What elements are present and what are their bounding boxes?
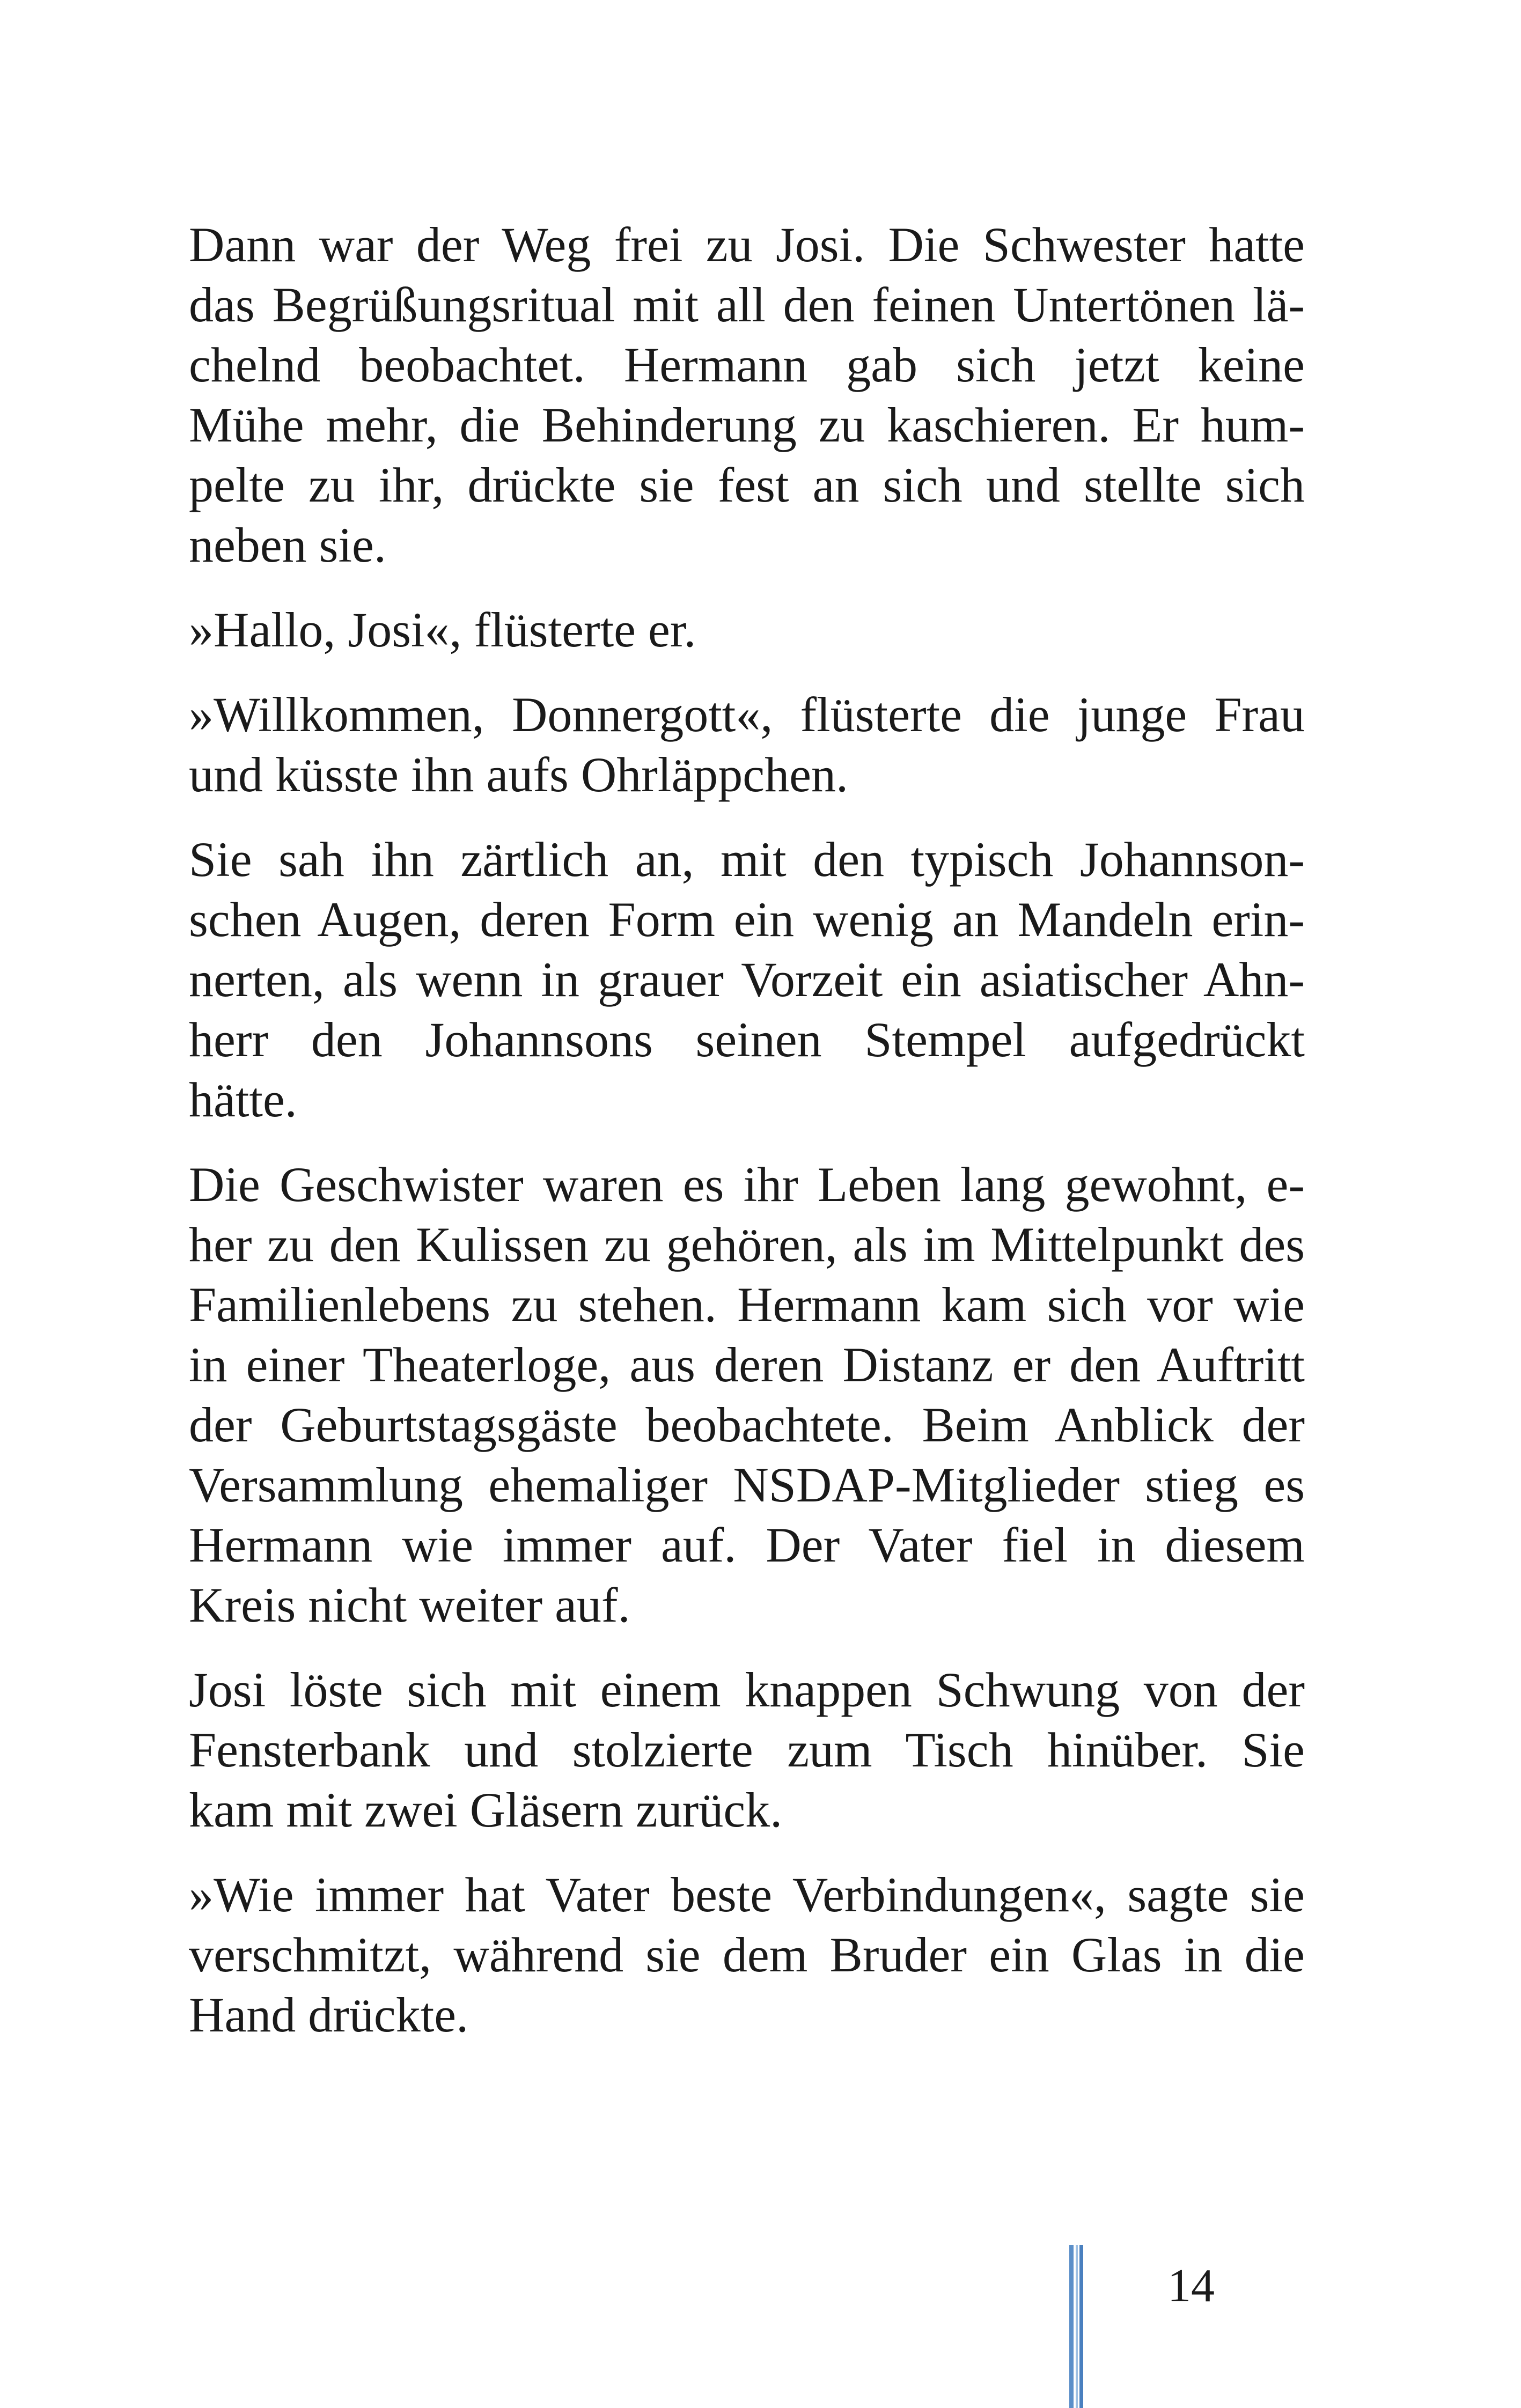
paragraph <box>189 1865 1305 2045</box>
body-text <box>189 215 1305 2070</box>
text-line: Versammlung ehemaliger NSDAP-Mitglieder stieg es <box>189 1457 1305 1512</box>
text-line: herr den Johannsons seinen Stempel aufgedrückt <box>189 1012 1305 1067</box>
text-line: Dann war der Weg frei zu Josi. Die Schwester hatte <box>189 217 1305 272</box>
text-line: schen Augen, deren Form ein wenig an Mandeln erin- <box>189 892 1305 947</box>
text-line: Josi löste sich mit einem knappen Schwung von der <box>189 1662 1305 1717</box>
paragraph <box>189 684 1305 805</box>
text-line: nerten, als wenn in grauer Vorzeit ein asiatischer Ahn- <box>189 952 1305 1007</box>
page-number: 14 <box>1167 2260 1215 2312</box>
text-line: in einer Theaterloge, aus deren Distanz er den Auftritt <box>189 1337 1305 1392</box>
paragraph <box>189 829 1305 1130</box>
text-line: »Hallo, Josi«, flüsterte er. <box>189 602 696 657</box>
paragraph <box>189 1154 1305 1635</box>
text-line: pelte zu ihr, drückte sie fest an sich und stellte sich <box>189 458 1305 512</box>
text-line: der Geburtstagsgäste beobachtete. Beim Anblick der <box>189 1397 1305 1452</box>
text-line: Fensterbank und stolzierte zum Tisch hinüber. Sie <box>189 1722 1305 1777</box>
text-line: Kreis nicht weiter auf. <box>189 1578 630 1632</box>
text-line: her zu den Kulissen zu gehören, als im Mittelpunkt des <box>189 1217 1305 1272</box>
text-line: Mühe mehr, die Behinderung zu kaschieren. Er hum- <box>189 397 1305 452</box>
text-line: hätte. <box>189 1072 297 1127</box>
text-line: Sie sah ihn zärtlich an, mit den typisch Johannson- <box>189 832 1305 887</box>
text-line: »Willkommen, Donnergott«, flüsterte die junge Frau <box>189 687 1305 742</box>
text-line: Hermann wie immer auf. Der Vater fiel in diesem <box>189 1518 1305 1572</box>
text-line: neben sie. <box>189 518 386 572</box>
text-line: verschmitzt, während sie dem Bruder ein Glas in die <box>189 1927 1305 1982</box>
text-line: Die Geschwister waren es ihr Leben lang gewohnt, e- <box>189 1157 1305 1212</box>
paragraph <box>189 215 1305 575</box>
text-line: Hand drückte. <box>189 1987 469 2042</box>
text-line: Familienlebens zu stehen. Hermann kam sich vor wie <box>189 1277 1305 1332</box>
footer-divider-bar <box>1069 2245 1074 2408</box>
text-line: »Wie immer hat Vater beste Verbindungen«, sagte sie <box>189 1867 1305 1922</box>
paragraph <box>189 1660 1305 1840</box>
paragraph <box>189 600 1305 660</box>
text-line: chelnd beobachtet. Hermann gab sich jetzt keine <box>189 337 1305 392</box>
footer-divider <box>1069 2245 1083 2408</box>
footer-divider-bar <box>1079 2245 1083 2408</box>
text-line: das Begrüßungsritual mit all den feinen Untertönen lä- <box>189 277 1305 332</box>
text-line: kam mit zwei Gläsern zurück. <box>189 1783 783 1837</box>
text-line: und küsste ihn aufs Ohrläppchen. <box>189 747 848 802</box>
footer-divider-bar <box>1076 2245 1078 2408</box>
